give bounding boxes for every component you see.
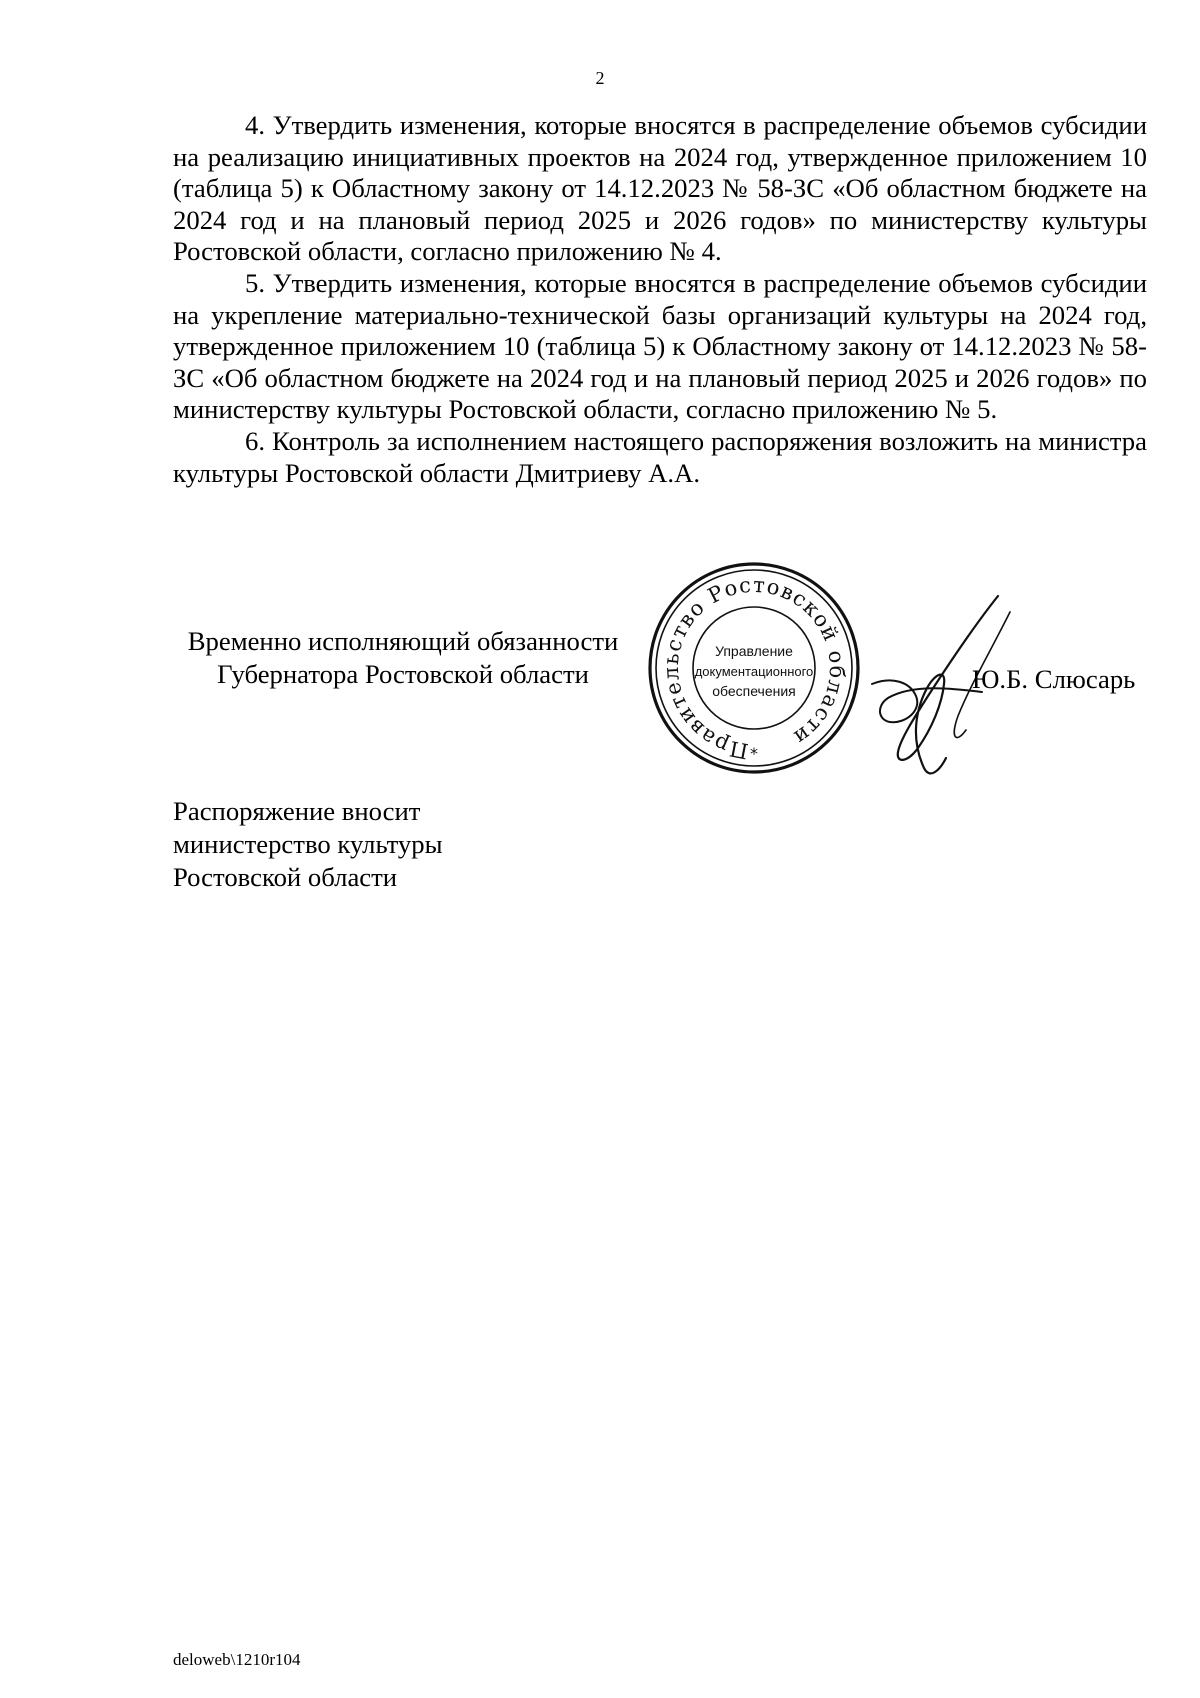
seal-outer-text: Правительство Ростовской области <box>658 572 850 764</box>
paragraph-4: 4. Утвердить изменения, которые вносятся в распределение объемов субсидии на реализацию инициативных проектов на 2024 год, утвержденное приложением 10 (таблица 5) к Областному закону от 14.12.2023 № 58-ЗС «Об областном бюджете на 2024 год и на плановый период 2025 и 2026 годов» по министерству культуры Ростовской области, согласно приложению № 4. <box>173 110 1147 267</box>
submitter-line-3: Ростовской области <box>173 862 398 892</box>
position-line-1: Временно исполняющий обязанности <box>187 626 619 656</box>
signatory-position <box>173 625 633 691</box>
seal-inner-line-2: документационного <box>694 664 814 679</box>
signatory-name: Ю.Б. Слюсарь <box>972 664 1136 694</box>
submitter-line-1: Распоряжение вносит <box>173 796 421 826</box>
document-body <box>173 110 1147 489</box>
seal-inner-line-3: обеспечения <box>712 683 796 699</box>
seal-inner-line-1: Управление <box>715 643 793 659</box>
submitter-block <box>173 795 443 894</box>
seal-star: * <box>750 744 758 763</box>
submitter-line-2: министерство культуры <box>173 829 443 859</box>
file-code: deloweb\1210r104 <box>173 1650 301 1669</box>
official-seal <box>648 560 860 780</box>
paragraph-5: 5. Утвердить изменения, которые вносятся в распределение объемов субсидии на укрепление материально-технической базы организаций культуры на 2024 год, утвержденное приложением 10 (таблица 5) к Областному закону от 14.12.2023 № 58-ЗС «Об областном бюджете на 2024 год и на плановый период 2025 и 2026 годов» по министерству культуры Ростовской области, согласно приложению № 5. <box>173 267 1147 425</box>
position-line-2: Губернатора Ростовской области <box>217 659 589 689</box>
page-number: 2 <box>595 68 605 88</box>
paragraph-6: 6. Контроль за исполнением настоящего распоряжения возложить на министра культуры Ростовской области Дмитриеву А.А. <box>173 425 1147 488</box>
